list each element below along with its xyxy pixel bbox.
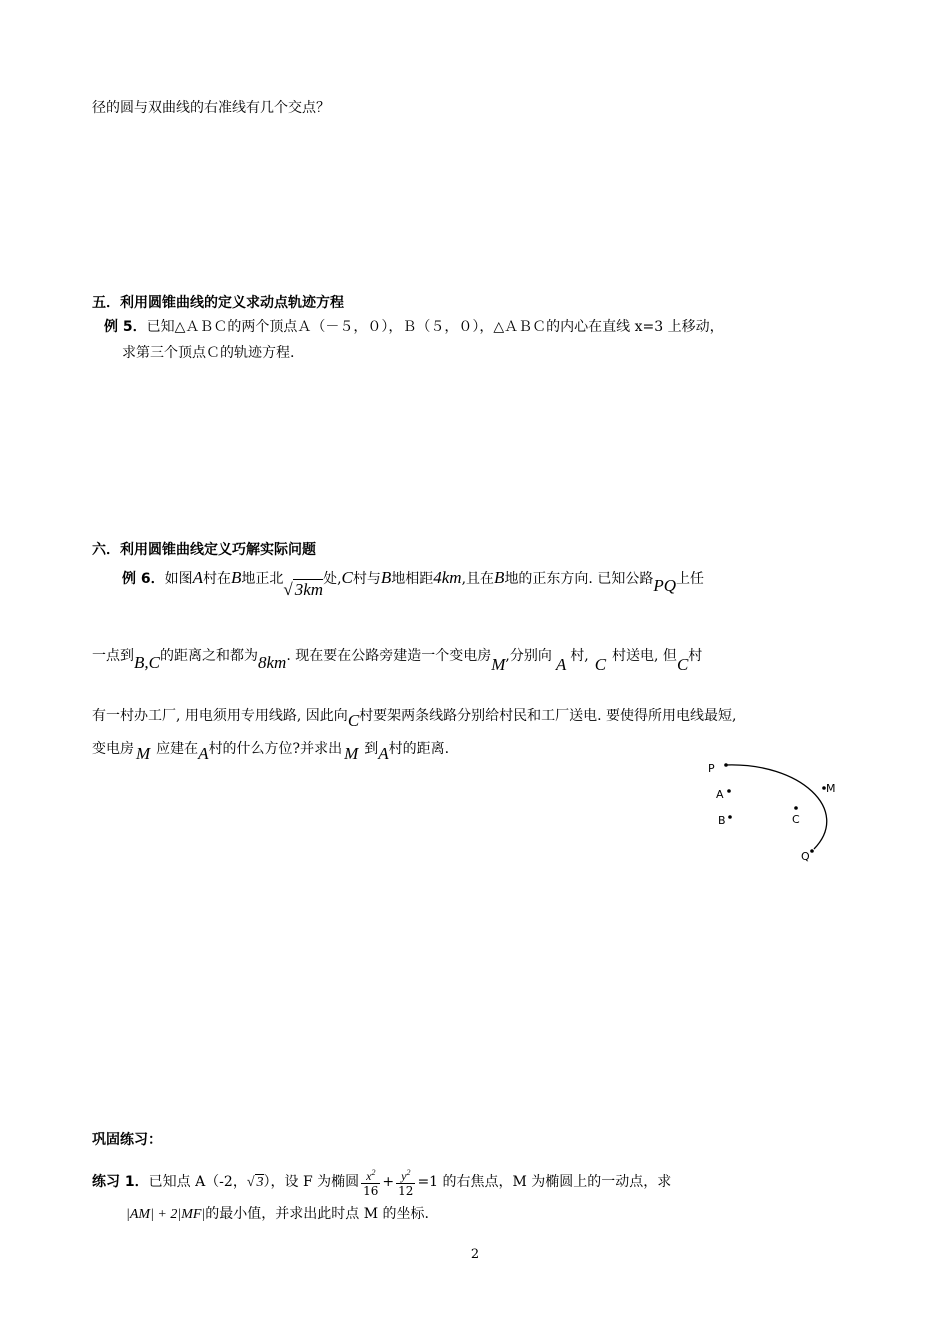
text: 村的什么方位?并求出	[208, 741, 343, 757]
example-6-line-2	[92, 645, 703, 674]
example-5-text: 已知△ＡＢＣ的两个顶点Ａ（－５，０），Ｂ（５，０），△ＡＢＣ的内心在直线 x=3 上移动，	[146, 319, 724, 335]
math-B: B	[231, 568, 242, 587]
example-5-line-1	[104, 317, 724, 337]
text: 村在	[203, 571, 232, 587]
math-M: M	[491, 655, 506, 674]
example-5-label: 例 5．	[104, 319, 147, 335]
label-M: M	[826, 782, 836, 795]
text: 村送电, 但	[612, 648, 677, 664]
text: 已知点 A（-2，	[148, 1174, 247, 1190]
point-C	[794, 806, 798, 810]
label-B: B	[718, 814, 726, 827]
text: 一点到	[92, 648, 134, 664]
text: 如图	[164, 571, 193, 587]
point-P	[724, 763, 728, 767]
root: 3	[256, 1175, 264, 1190]
math-C: C	[594, 655, 607, 674]
num: x	[366, 1169, 372, 1183]
section-5-heading: 五．利用圆锥曲线的定义求动点轨迹方程	[92, 295, 344, 311]
math-8km: 8km	[257, 653, 287, 672]
text: 到	[364, 741, 379, 757]
text: 村的距离.	[388, 741, 450, 757]
math-4km: 4km	[433, 568, 462, 587]
math-A: A	[555, 655, 567, 674]
root: 3	[294, 580, 304, 599]
example-6-line-3	[92, 705, 737, 730]
point-M	[822, 786, 826, 790]
math-PQ: PQ	[653, 576, 677, 595]
practice-1-line-2	[126, 1204, 429, 1225]
text: 有一村办工厂, 用电须用专用线路, 因此向	[92, 708, 348, 724]
exp: 2	[406, 1168, 411, 1177]
text: 村与	[352, 571, 381, 587]
label-P: P	[708, 762, 715, 775]
math-A: A	[378, 744, 389, 763]
point-Q	[810, 849, 814, 853]
text: 村,	[570, 648, 589, 664]
text: 地正北	[241, 571, 284, 587]
text: ,分别向	[505, 648, 552, 664]
math-B: B	[380, 568, 392, 587]
math-M: M	[344, 744, 359, 763]
text: 处,	[323, 571, 342, 587]
math-sqrt3km: √ 3km	[283, 580, 324, 599]
label-A: A	[716, 788, 724, 801]
den: 16	[363, 1184, 379, 1198]
example-6-label: 例 6．	[122, 571, 165, 587]
practice-1-line-1	[92, 1166, 671, 1198]
page-number: 2	[470, 1247, 480, 1262]
section-6-heading: 六．利用圆锥曲线定义巧解实际问题	[92, 542, 316, 558]
text: =1 的右焦点，M 为椭圆上的一动点，求	[417, 1174, 672, 1190]
label-C: C	[792, 813, 800, 826]
text: 地相距	[391, 571, 434, 587]
text: 应建在	[156, 741, 199, 757]
label-Q: Q	[801, 850, 810, 863]
math-A: A	[198, 744, 209, 763]
point-A	[727, 789, 731, 793]
text: 地的正东方向. 已知公路	[504, 571, 654, 587]
math-C: C	[676, 655, 689, 674]
point-B	[728, 815, 732, 819]
den: 12	[398, 1184, 414, 1198]
intro-line: 径的圆与双曲线的右准线有几个交点？	[92, 100, 330, 116]
math-B: B	[494, 568, 505, 587]
text: 村要架两条线路分别给村民和工厂送电. 要使得所用电线最短,	[359, 708, 737, 724]
math-sqrt3: √ 3	[246, 1175, 264, 1190]
num: y	[401, 1169, 407, 1183]
example-6-line-1	[122, 568, 705, 599]
text: ,且在	[461, 571, 495, 587]
exp: 2	[371, 1168, 376, 1177]
example-5-line-2: 求第三个顶点Ｃ的轨迹方程.	[122, 345, 295, 361]
practice-1-label: 练习 1．	[92, 1174, 149, 1190]
road-figure	[700, 752, 850, 868]
unit: km	[303, 580, 324, 599]
math-A: A	[192, 568, 204, 587]
text: 的距离之和都为	[159, 648, 258, 664]
text: 的最小值，并求出此时点 M 的坐标.	[205, 1206, 429, 1222]
road-arc-PQ	[725, 765, 827, 849]
consolidate-heading: 巩固练习：	[92, 1132, 162, 1148]
fraction-x2-16	[361, 1166, 380, 1198]
text: ），设 F 为椭圆	[263, 1174, 360, 1190]
text: . 现在要在公路旁建造一个变电房	[286, 648, 492, 664]
plus-sign: +	[382, 1174, 395, 1190]
math-BC: B,C	[134, 653, 160, 672]
text: 上任	[676, 571, 705, 587]
text: 村	[688, 648, 703, 664]
math-C: C	[341, 568, 353, 587]
math-AM-MF: |AM| + 2|MF|	[126, 1207, 206, 1222]
text: 变电房	[92, 741, 134, 757]
math-C: C	[347, 711, 360, 730]
math-M: M	[136, 744, 151, 763]
fraction-y2-12	[396, 1166, 415, 1198]
example-6-line-4	[92, 738, 450, 763]
